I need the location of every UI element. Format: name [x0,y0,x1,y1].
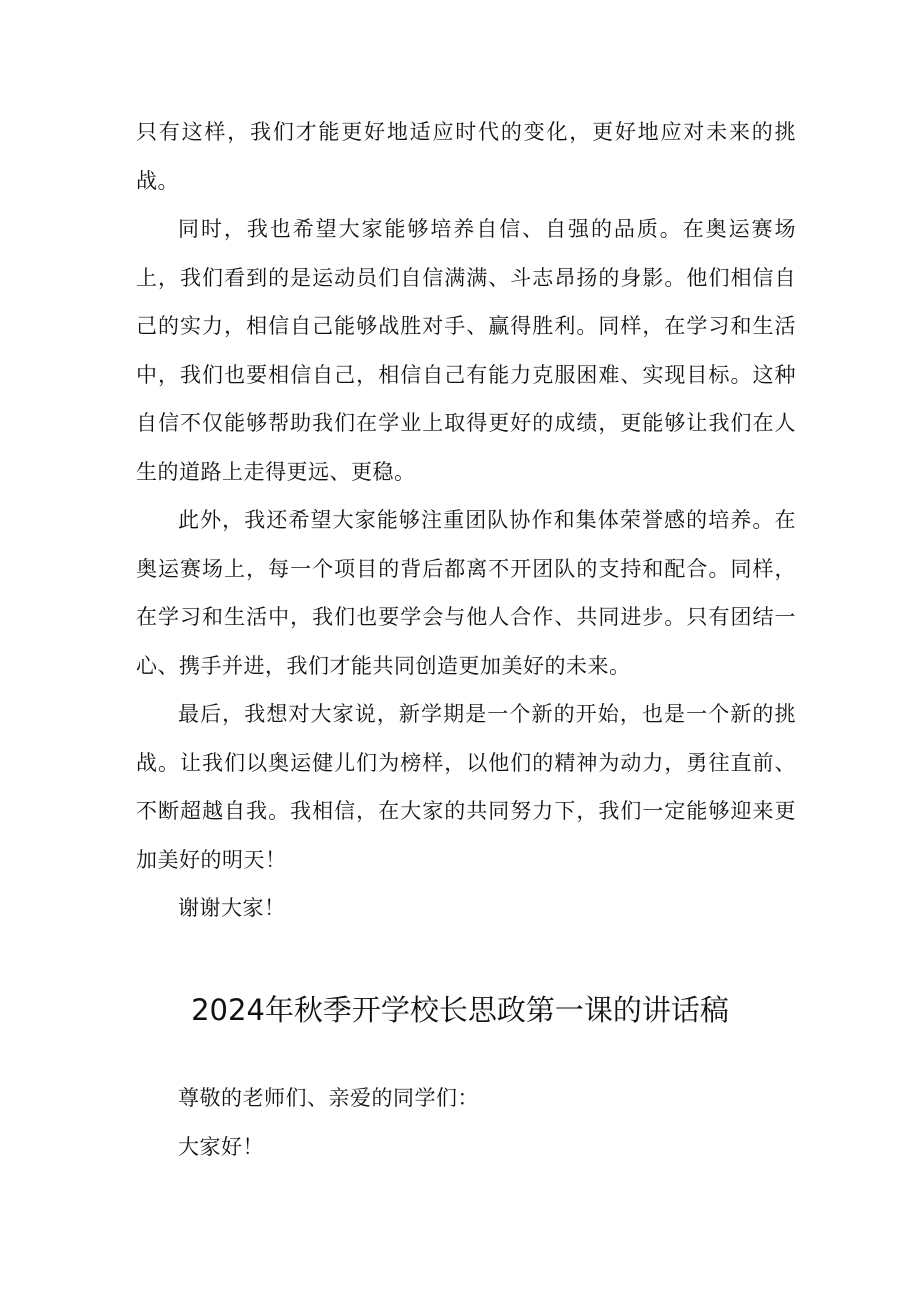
salutation: 尊敬的老师们、亲爱的同学们： [178,1086,479,1110]
salutation-block [136,1074,796,1171]
paragraph-confidence: 同时，我也希望大家能够培养自信、自强的品质。在奥运赛场上，我们看到的是运动员们自信满满、斗志昂扬的身影。他们相信自己的实力，相信自己能够战胜对手、赢得胜利。同样，在学习和生活中，我们也要相信自己，相信自己有能力克服困难、实现目标。这种自信不仅能够帮助我们在学业上取得更好的成绩，更能够让我们在人生的道路上走得更远、更稳。 [136,217,796,484]
paragraph-closing: 最后，我想对大家说，新学期是一个新的开始，也是一个新的挑战。让我们以奥运健儿们为榜样，以他们的精神为动力，勇往直前、不断超越自我。我相信，在大家的共同努力下，我们一定能够迎来更加美好的明天！ [136,702,796,872]
greeting: 大家好！ [178,1134,264,1159]
paragraph-continuation: 只有这样，我们才能更好地适应时代的变化，更好地应对未来的挑战。 [136,120,796,193]
paragraph-thanks: 谢谢大家！ [178,896,286,920]
paragraph-teamwork: 此外，我还希望大家能够注重团队协作和集体荣誉感的培养。在奥运赛场上，每一个项目的背后都离不开团队的支持和配合。同样，在学习和生活中，我们也要学会与他人合作、共同进步。只有团结一心、携手并进，我们才能共同创造更加美好的未来。 [136,508,796,678]
speech-body [136,108,796,933]
section-title: 2024年秋季开学校长思政第一课的讲话稿 [191,993,729,1027]
